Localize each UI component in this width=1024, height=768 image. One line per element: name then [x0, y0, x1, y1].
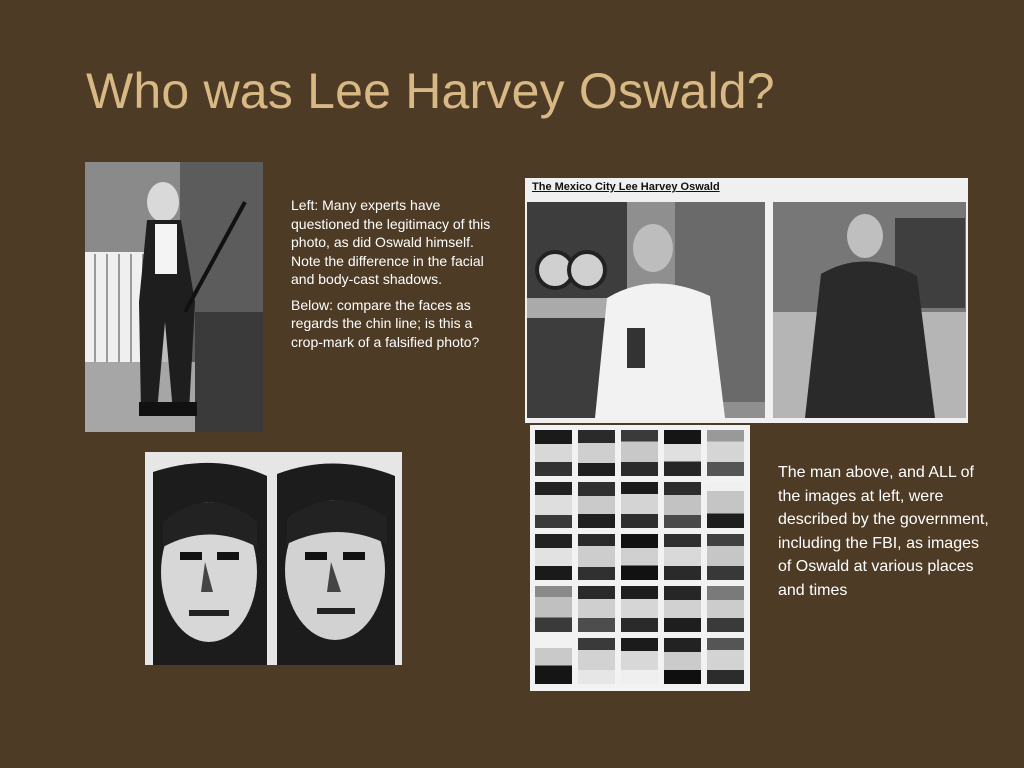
portrait-r3-c4: [664, 534, 701, 580]
portrait-r5-c1: [535, 638, 572, 684]
portrait-r1-c3: [621, 430, 658, 476]
portrait-r5-c3: [621, 638, 658, 684]
portrait-r3-c5: [707, 534, 744, 580]
mexico-city-photo-title: The Mexico City Lee Harvey Oswald: [532, 181, 720, 193]
slide-title: Who was Lee Harvey Oswald?: [86, 63, 775, 119]
backyard-photo: [85, 162, 263, 432]
portrait-r1-c2: [578, 430, 615, 476]
portrait-r5-c2: [578, 638, 615, 684]
mexico-city-graphic: [525, 178, 968, 423]
portrait-r3-c2: [578, 534, 615, 580]
mexico-city-photo: [525, 178, 968, 423]
portrait-r1-c4: [664, 430, 701, 476]
caption-left-para2: Below: compare the faces as regards the chin line; is this a crop-mark of a falsified photo?: [291, 296, 480, 350]
portrait-r2-c4: [664, 482, 701, 528]
portrait-grid: [530, 425, 750, 691]
face-comparison-photo: [145, 452, 402, 665]
portrait-r1-c5: [707, 430, 744, 476]
backyard-photo-graphic: [85, 162, 263, 432]
portrait-r3-c1: [535, 534, 572, 580]
portrait-r4-c5: [707, 586, 744, 632]
portrait-r1-c1: [535, 430, 572, 476]
portrait-r5-c4: [664, 638, 701, 684]
portrait-r2-c5: [707, 482, 744, 528]
caption-left-para1: Left: Many experts have questioned the legitimacy of this photo, as did Oswald himself. Note the difference in the facial and body-cast shadows.: [291, 197, 491, 287]
portrait-r4-c2: [578, 586, 615, 632]
caption-right: The man above, and ALL of the images at left, were described by the government, including the FBI, as images of Oswald at various places and times: [778, 464, 989, 599]
portrait-r4-c1: [535, 586, 572, 632]
portrait-r2-c2: [578, 482, 615, 528]
portrait-r4-c3: [621, 586, 658, 632]
portrait-r3-c3: [621, 534, 658, 580]
portrait-r2-c1: [535, 482, 572, 528]
portrait-r2-c3: [621, 482, 658, 528]
face-comparison-graphic: [145, 452, 402, 665]
caption-left: [291, 196, 491, 358]
portrait-r4-c4: [664, 586, 701, 632]
portrait-r5-c5: [707, 638, 744, 684]
